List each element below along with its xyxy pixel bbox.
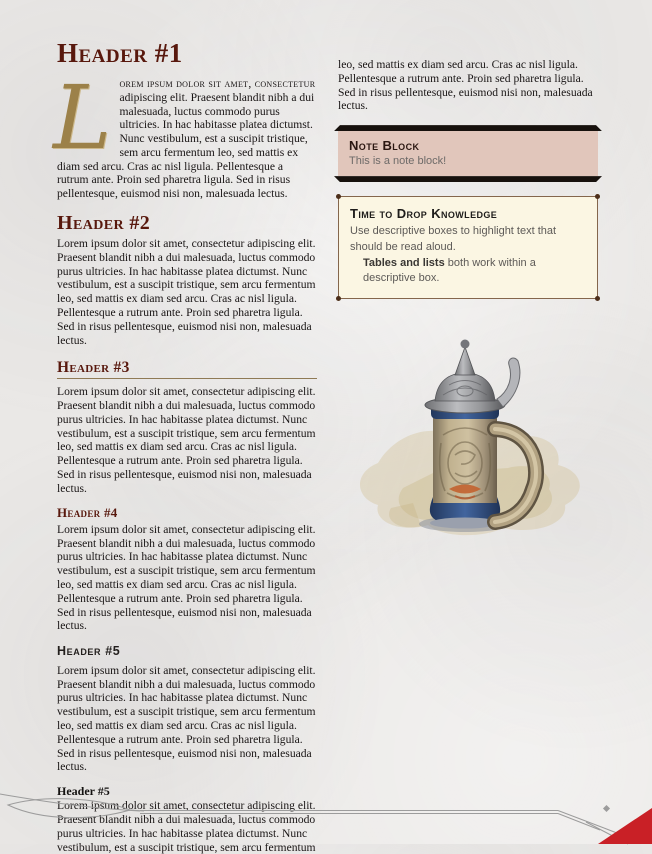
note-block-title: Note Block	[349, 138, 420, 154]
corner-dot	[595, 296, 600, 301]
corner-dot	[595, 194, 600, 199]
lead-smallcaps: orem ipsum dolor sit amet, consectetur	[119, 77, 316, 90]
beer-stein-illustration	[343, 323, 593, 548]
header-4: Header #4	[57, 504, 118, 520]
note-block-text: This is a note block!	[349, 155, 447, 168]
note-block-bottom-bar	[334, 176, 602, 182]
header-5: Header #5	[57, 644, 121, 659]
header-3: Header #3	[57, 359, 317, 379]
lead-rest: adipiscing elit. Praesent blandit nibh a dui malesuada, luctus commodo purus ultricies. In hac habitasse platea dictumst. Nunc vestibulum, est a suscipit tristique, sem arcu fermentum leo, sed mattis ex diam sed arcu. Cras ac nisl ligula. Pellentesque a rutrum ante. Proin sed pharetra ligula. Sed in risus pellentesque, euismod nisi non, malesuada lectus.	[57, 90, 315, 201]
note-block-body	[338, 131, 598, 176]
descriptive-box-text: Use descriptive boxes to highlight text that should be read aloud.	[350, 225, 557, 253]
paragraph: Lorem ipsum dolor sit amet, consectetur adipiscing elit. Praesent blandit nibh a dui malesuada, luctus commodo purus ultricies. In hac habitasse platea dictumst. Nunc vestibulum, est a suscipit tristique, sem arcu fermentum leo, sed mattis ex diam sed arcu. Cras ac nisl ligula. Pellentesque a rutrum ante. Proin sed pharetra ligula. Sed in risus pellentesque, euismod nisi non, malesuada lectus.	[57, 522, 316, 633]
drop-cap: L	[53, 66, 112, 169]
left-column	[53, 36, 317, 854]
continuation-paragraph: leo, sed mattis ex diam sed arcu. Cras ac nisl ligula. Pellentesque a rutrum ante. Proin sed pharetra ligula. Sed in risus pellentesque, euismod nisi non, malesuada lectus.	[338, 58, 593, 113]
header-1: Header #1	[57, 38, 183, 68]
paragraph: Lorem ipsum dolor sit amet, consectetur adipiscing elit. Praesent blandit nibh a dui malesuada, luctus commodo purus ultricies. In hac habitasse platea dictumst. Nunc vestibulum, est a suscipit tristique, sem arcu fermentum leo, sed mattis ex diam sed arcu. Cras ac nisl ligula. Pellentesque a rutrum ante. Proin sed pharetra ligula. Sed in risus pellentesque, euismod nisi non, malesuada lectus.	[57, 237, 316, 347]
header-2: Header #2	[57, 212, 151, 235]
note-block-top-bar	[334, 125, 602, 131]
corner-dot	[336, 296, 341, 301]
lead-paragraph	[53, 66, 317, 201]
paragraph-truncated: Lorem ipsum dolor sit amet, consectetur adipiscing elit. Praesent blandit nibh a dui malesuada, luctus commodo purus ultricies. In hac habitasse platea dictumst. Nunc vestibulum, est a suscipit tristique, sem arcu fermentum	[57, 799, 316, 854]
footer-flourish	[0, 780, 652, 844]
right-column	[338, 58, 598, 548]
descriptive-box-emphasis: Tables and lists	[363, 256, 445, 269]
paragraph: Lorem ipsum dolor sit amet, consectetur adipiscing elit. Praesent blandit nibh a dui malesuada, luctus commodo purus ultricies. In hac habitasse platea dictumst. Nunc vestibulum, est a suscipit tristique, sem arcu fermentum leo, sed mattis ex diam sed arcu. Cras ac nisl ligula. Pellentesque a rutrum ante. Proin sed pharetra ligula. Sed in risus pellentesque, euismod nisi non, malesuada lectus.	[57, 663, 316, 774]
note-block	[338, 125, 598, 182]
paragraph: Lorem ipsum dolor sit amet, consectetur adipiscing elit. Praesent blandit nibh a dui malesuada, luctus commodo purus ultricies. In hac habitasse platea dictumst. Nunc vestibulum, est a suscipit tristique, sem arcu fermentum leo, sed mattis ex diam sed arcu. Cras ac nisl ligula. Pellentesque a rutrum ante. Proin sed pharetra ligula. Sed in risus pellentesque, euismod nisi non, malesuada lectus.	[57, 385, 316, 495]
descriptive-box-title: Time to Drop Knowledge	[350, 206, 498, 222]
descriptive-box-line2	[350, 256, 586, 287]
corner-accent-triangle	[598, 808, 652, 844]
header-6: Header #5	[57, 784, 110, 799]
descriptive-box-emphasis-rest: both work within a descriptive box.	[363, 256, 536, 285]
corner-dot	[336, 194, 341, 199]
descriptive-box	[338, 196, 598, 299]
